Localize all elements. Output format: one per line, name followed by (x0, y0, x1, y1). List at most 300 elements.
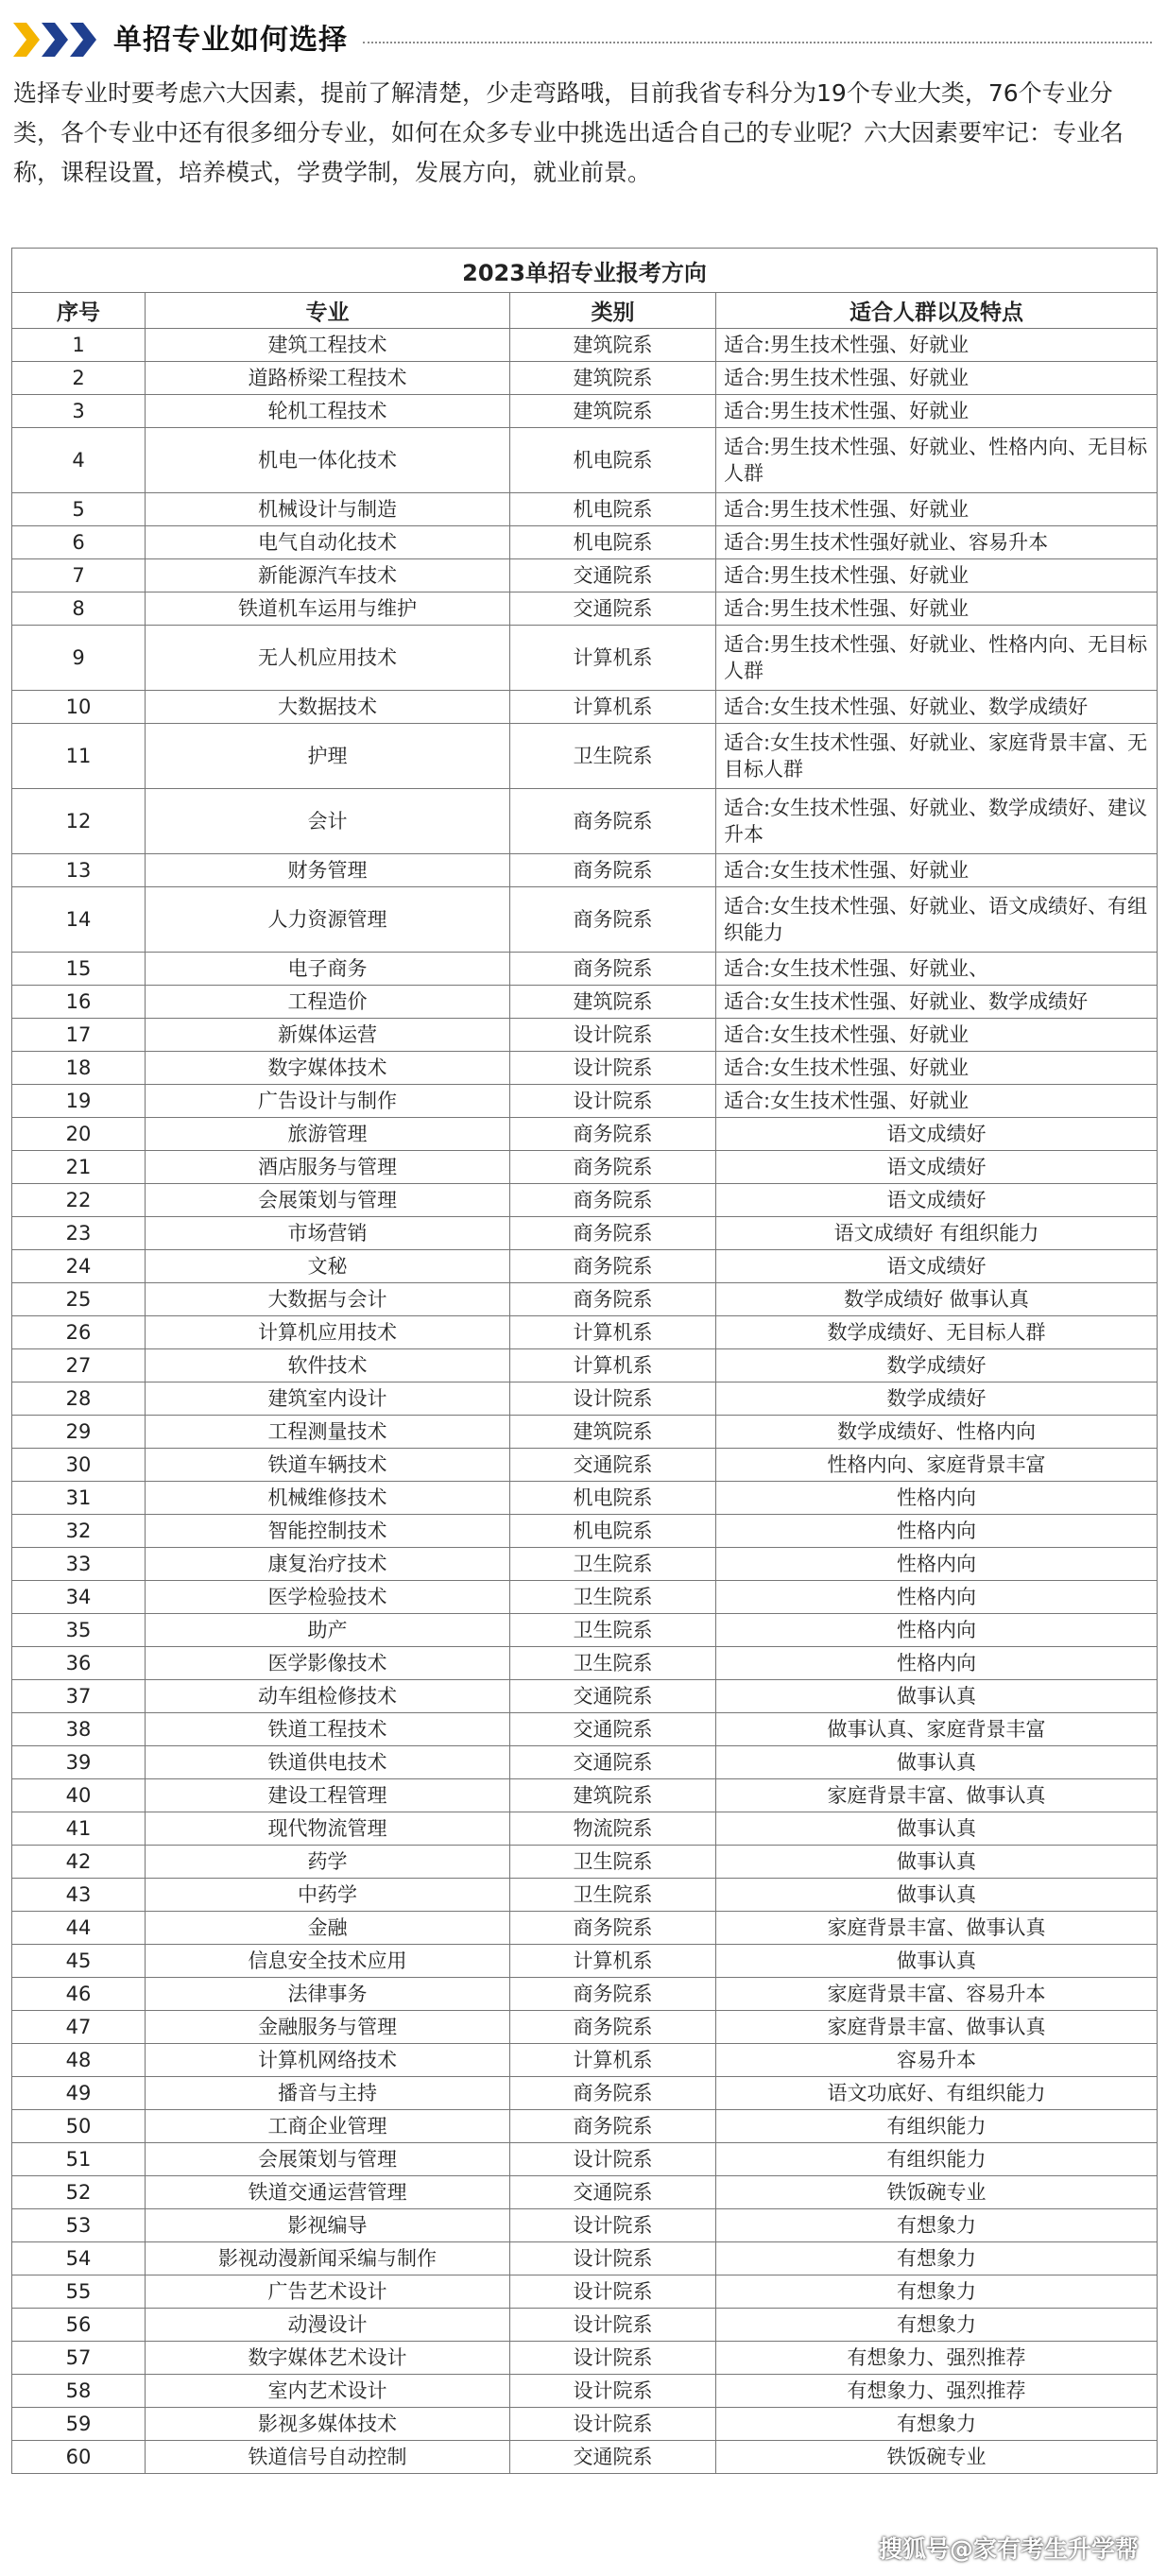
table-row (12, 2441, 1158, 2474)
table-row (12, 2110, 1158, 2143)
cell-features: 适合:男生技术性强、好就业 (716, 592, 1158, 626)
table-row (12, 887, 1158, 953)
table-row (12, 1713, 1158, 1746)
major-table (11, 248, 1158, 2474)
table-row (12, 2209, 1158, 2242)
cell-major: 动车组检修技术 (146, 1680, 510, 1713)
cell-features: 性格内向 (716, 1515, 1158, 1548)
cell-number: 12 (12, 789, 146, 854)
cell-number: 26 (12, 1316, 146, 1349)
cell-major: 金融服务与管理 (146, 2011, 510, 2044)
cell-features: 容易升本 (716, 2044, 1158, 2077)
cell-major: 酒店服务与管理 (146, 1151, 510, 1184)
cell-features: 性格内向 (716, 1581, 1158, 1614)
table-row (12, 2375, 1158, 2408)
cell-category: 商务院系 (510, 2110, 716, 2143)
cell-category: 设计院系 (510, 2242, 716, 2275)
cell-features: 做事认真 (716, 1945, 1158, 1978)
cell-features: 适合:男生技术性强、好就业 (716, 559, 1158, 592)
cell-features: 数学成绩好 (716, 1349, 1158, 1382)
cell-features: 性格内向 (716, 1548, 1158, 1581)
cell-number: 10 (12, 691, 146, 724)
table-row (12, 789, 1158, 854)
cell-number: 34 (12, 1581, 146, 1614)
cell-number: 33 (12, 1548, 146, 1581)
cell-category: 计算机系 (510, 2044, 716, 2077)
cell-major: 大数据技术 (146, 691, 510, 724)
table-row (12, 691, 1158, 724)
cell-major: 信息安全技术应用 (146, 1945, 510, 1978)
cell-major: 大数据与会计 (146, 1283, 510, 1316)
cell-category: 设计院系 (510, 2309, 716, 2342)
table-row (12, 2309, 1158, 2342)
table-row (12, 2044, 1158, 2077)
table-row (12, 1250, 1158, 1283)
cell-category: 设计院系 (510, 1019, 716, 1052)
cell-major: 法律事务 (146, 1978, 510, 2011)
cell-number: 32 (12, 1515, 146, 1548)
table-row (12, 2275, 1158, 2309)
cell-number: 45 (12, 1945, 146, 1978)
cell-number: 27 (12, 1349, 146, 1382)
cell-features: 适合:男生技术性强、好就业、性格内向、无目标人群 (716, 428, 1158, 493)
cell-features: 适合:男生技术性强、好就业、性格内向、无目标人群 (716, 626, 1158, 691)
cell-features: 适合:男生技术性强、好就业 (716, 493, 1158, 526)
cell-number: 28 (12, 1382, 146, 1416)
cell-category: 建筑院系 (510, 1779, 716, 1812)
cell-major: 软件技术 (146, 1349, 510, 1382)
cell-number: 41 (12, 1812, 146, 1846)
cell-category: 设计院系 (510, 1382, 716, 1416)
cell-features: 有想象力 (716, 2242, 1158, 2275)
cell-major: 新能源汽车技术 (146, 559, 510, 592)
cell-major: 新媒体运营 (146, 1019, 510, 1052)
table-row (12, 2408, 1158, 2441)
cell-features: 有想象力 (716, 2408, 1158, 2441)
table-row (12, 428, 1158, 493)
cell-category: 交通院系 (510, 1449, 716, 1482)
cell-number: 40 (12, 1779, 146, 1812)
cell-major: 机械维修技术 (146, 1482, 510, 1515)
table-row (12, 1349, 1158, 1382)
cell-features: 语文成绩好 (716, 1151, 1158, 1184)
table-row (12, 724, 1158, 789)
cell-category: 商务院系 (510, 1151, 716, 1184)
cell-category: 建筑院系 (510, 329, 716, 362)
table-row (12, 1515, 1158, 1548)
table-row (12, 854, 1158, 887)
cell-features: 适合:男生技术性强好就业、容易升本 (716, 526, 1158, 559)
table-row (12, 559, 1158, 592)
cell-category: 建筑院系 (510, 1416, 716, 1449)
cell-features: 语文成绩好 (716, 1250, 1158, 1283)
cell-features: 语文成绩好 (716, 1118, 1158, 1151)
cell-number: 24 (12, 1250, 146, 1283)
cell-number: 17 (12, 1019, 146, 1052)
table-row (12, 493, 1158, 526)
cell-category: 设计院系 (510, 2342, 716, 2375)
cell-number: 16 (12, 986, 146, 1019)
cell-major: 计算机网络技术 (146, 2044, 510, 2077)
table-row (12, 1482, 1158, 1515)
cell-number: 4 (12, 428, 146, 493)
cell-features: 适合:女生技术性强、好就业 (716, 854, 1158, 887)
cell-features: 数学成绩好、性格内向 (716, 1416, 1158, 1449)
cell-features: 有想象力 (716, 2209, 1158, 2242)
cell-features: 适合:女生技术性强、好就业 (716, 1019, 1158, 1052)
cell-features: 适合:男生技术性强、好就业 (716, 362, 1158, 395)
cell-category: 卫生院系 (510, 1647, 716, 1680)
cell-category: 商务院系 (510, 854, 716, 887)
cell-number: 1 (12, 329, 146, 362)
cell-number: 11 (12, 724, 146, 789)
cell-features: 语文成绩好 (716, 1184, 1158, 1217)
table-body (12, 329, 1158, 2474)
cell-major: 广告艺术设计 (146, 2275, 510, 2309)
cell-major: 现代物流管理 (146, 1812, 510, 1846)
cell-number: 2 (12, 362, 146, 395)
table-row (12, 1581, 1158, 1614)
cell-category: 卫生院系 (510, 1879, 716, 1912)
cell-major: 铁道机车运用与维护 (146, 592, 510, 626)
cell-number: 37 (12, 1680, 146, 1713)
cell-major: 护理 (146, 724, 510, 789)
table-row (12, 1019, 1158, 1052)
cell-major: 工程测量技术 (146, 1416, 510, 1449)
table-row (12, 1812, 1158, 1846)
table-row (12, 1779, 1158, 1812)
column-header-category: 类别 (510, 293, 716, 329)
cell-number: 50 (12, 2110, 146, 2143)
cell-category: 设计院系 (510, 2408, 716, 2441)
cell-number: 52 (12, 2176, 146, 2209)
cell-number: 55 (12, 2275, 146, 2309)
table-row (12, 2077, 1158, 2110)
cell-major: 机电一体化技术 (146, 428, 510, 493)
cell-features: 有想象力、强烈推荐 (716, 2342, 1158, 2375)
cell-category: 卫生院系 (510, 1846, 716, 1879)
cell-category: 商务院系 (510, 2077, 716, 2110)
cell-features: 性格内向 (716, 1647, 1158, 1680)
cell-features: 适合:男生技术性强、好就业 (716, 395, 1158, 428)
cell-major: 道路桥梁工程技术 (146, 362, 510, 395)
table-row (12, 1283, 1158, 1316)
cell-features: 数学成绩好 做事认真 (716, 1283, 1158, 1316)
cell-major: 智能控制技术 (146, 1515, 510, 1548)
table-row (12, 592, 1158, 626)
cell-features: 做事认真 (716, 1879, 1158, 1912)
cell-category: 卫生院系 (510, 1614, 716, 1647)
cell-number: 59 (12, 2408, 146, 2441)
cell-features: 适合:女生技术性强、好就业、数学成绩好 (716, 691, 1158, 724)
cell-number: 42 (12, 1846, 146, 1879)
cell-category: 交通院系 (510, 1713, 716, 1746)
table-row (12, 362, 1158, 395)
cell-category: 物流院系 (510, 1812, 716, 1846)
cell-number: 39 (12, 1746, 146, 1779)
cell-number: 14 (12, 887, 146, 953)
table-row (12, 1316, 1158, 1349)
cell-number: 23 (12, 1217, 146, 1250)
cell-category: 计算机系 (510, 691, 716, 724)
intro-paragraph: 选择专业时要考虑六大因素，提前了解清楚，少走弯路哦，目前我省专科分为19个专业大类，76个专业分类，各个专业中还有很多细分专业，如何在众多专业中挑选出适合自己的专业呢？六大因素要牢记：专业名称，课程设置，培养模式，学费学制，发展方向，就业前景。 (13, 79, 1124, 186)
table-row (12, 395, 1158, 428)
table-row (12, 1548, 1158, 1581)
cell-category: 设计院系 (510, 2143, 716, 2176)
cell-number: 46 (12, 1978, 146, 2011)
cell-features: 有想象力 (716, 2275, 1158, 2309)
table-row (12, 526, 1158, 559)
cell-number: 58 (12, 2375, 146, 2408)
cell-features: 数学成绩好 (716, 1382, 1158, 1416)
cell-major: 药学 (146, 1846, 510, 1879)
cell-category: 商务院系 (510, 1184, 716, 1217)
dotted-divider (363, 42, 1152, 43)
cell-major: 助产 (146, 1614, 510, 1647)
table-row (12, 1382, 1158, 1416)
cell-category: 建筑院系 (510, 362, 716, 395)
cell-features: 有想象力、强烈推荐 (716, 2375, 1158, 2408)
cell-number: 60 (12, 2441, 146, 2474)
table-row (12, 1945, 1158, 1978)
table-row (12, 2242, 1158, 2275)
cell-category: 机电院系 (510, 1515, 716, 1548)
cell-features: 有组织能力 (716, 2110, 1158, 2143)
cell-major: 会展策划与管理 (146, 2143, 510, 2176)
cell-features: 数学成绩好、无目标人群 (716, 1316, 1158, 1349)
cell-category: 商务院系 (510, 1912, 716, 1945)
cell-number: 8 (12, 592, 146, 626)
cell-major: 无人机应用技术 (146, 626, 510, 691)
cell-major: 建筑室内设计 (146, 1382, 510, 1416)
cell-number: 25 (12, 1283, 146, 1316)
cell-features: 语文成绩好 有组织能力 (716, 1217, 1158, 1250)
cell-features: 家庭背景丰富、做事认真 (716, 1779, 1158, 1812)
cell-category: 设计院系 (510, 2375, 716, 2408)
table-row (12, 1978, 1158, 2011)
cell-major: 中药学 (146, 1879, 510, 1912)
cell-major: 电气自动化技术 (146, 526, 510, 559)
cell-number: 15 (12, 953, 146, 986)
table-row (12, 2176, 1158, 2209)
cell-features: 家庭背景丰富、做事认真 (716, 1912, 1158, 1945)
cell-features: 做事认真 (716, 1680, 1158, 1713)
table-row (12, 986, 1158, 1019)
cell-number: 54 (12, 2242, 146, 2275)
section-title: 单招专业如何选择 (113, 24, 348, 57)
table-row (12, 1846, 1158, 1879)
cell-major: 旅游管理 (146, 1118, 510, 1151)
cell-major: 会计 (146, 789, 510, 854)
cell-category: 设计院系 (510, 2275, 716, 2309)
table-row (12, 2342, 1158, 2375)
cell-major: 金融 (146, 1912, 510, 1945)
cell-features: 有组织能力 (716, 2143, 1158, 2176)
table-row (12, 2143, 1158, 2176)
cell-features: 性格内向 (716, 1614, 1158, 1647)
cell-category: 商务院系 (510, 1118, 716, 1151)
cell-features: 适合:男生技术性强、好就业 (716, 329, 1158, 362)
cell-features: 适合:女生技术性强、好就业、家庭背景丰富、无目标人群 (716, 724, 1158, 789)
cell-number: 21 (12, 1151, 146, 1184)
cell-major: 室内艺术设计 (146, 2375, 510, 2408)
cell-features: 家庭背景丰富、容易升本 (716, 1978, 1158, 2011)
cell-major: 康复治疗技术 (146, 1548, 510, 1581)
cell-number: 7 (12, 559, 146, 592)
cell-number: 47 (12, 2011, 146, 2044)
cell-number: 20 (12, 1118, 146, 1151)
cell-major: 数字媒体艺术设计 (146, 2342, 510, 2375)
table-row (12, 1184, 1158, 1217)
cell-category: 交通院系 (510, 2176, 716, 2209)
cell-major: 动漫设计 (146, 2309, 510, 2342)
cell-number: 56 (12, 2309, 146, 2342)
cell-number: 18 (12, 1052, 146, 1085)
cell-major: 铁道车辆技术 (146, 1449, 510, 1482)
cell-major: 建设工程管理 (146, 1779, 510, 1812)
cell-category: 商务院系 (510, 953, 716, 986)
cell-major: 文秘 (146, 1250, 510, 1283)
cell-major: 铁道供电技术 (146, 1746, 510, 1779)
cell-category: 卫生院系 (510, 724, 716, 789)
cell-features: 有想象力 (716, 2309, 1158, 2342)
cell-number: 13 (12, 854, 146, 887)
cell-number: 5 (12, 493, 146, 526)
cell-major: 影视动漫新闻采编与制作 (146, 2242, 510, 2275)
cell-features: 适合:女生技术性强、好就业、数学成绩好、建议升本 (716, 789, 1158, 854)
table-row (12, 626, 1158, 691)
cell-category: 计算机系 (510, 626, 716, 691)
cell-category: 设计院系 (510, 1052, 716, 1085)
cell-major: 影视多媒体技术 (146, 2408, 510, 2441)
cell-category: 建筑院系 (510, 395, 716, 428)
cell-number: 38 (12, 1713, 146, 1746)
table-row (12, 1746, 1158, 1779)
cell-category: 计算机系 (510, 1349, 716, 1382)
major-table-container (11, 248, 1157, 2474)
cell-category: 交通院系 (510, 1680, 716, 1713)
cell-category: 设计院系 (510, 1085, 716, 1118)
cell-category: 机电院系 (510, 493, 716, 526)
cell-number: 35 (12, 1614, 146, 1647)
cell-features: 做事认真 (716, 1746, 1158, 1779)
cell-major: 工商企业管理 (146, 2110, 510, 2143)
cell-major: 影视编导 (146, 2209, 510, 2242)
table-row (12, 1912, 1158, 1945)
cell-features: 家庭背景丰富、做事认真 (716, 2011, 1158, 2044)
cell-category: 卫生院系 (510, 1581, 716, 1614)
cell-features: 做事认真、家庭背景丰富 (716, 1713, 1158, 1746)
cell-features: 适合:女生技术性强、好就业 (716, 1052, 1158, 1085)
cell-major: 建筑工程技术 (146, 329, 510, 362)
section-header (13, 17, 1152, 64)
cell-features: 适合:女生技术性强、好就业、语文成绩好、有组织能力 (716, 887, 1158, 953)
cell-category: 交通院系 (510, 2441, 716, 2474)
cell-major: 机械设计与制造 (146, 493, 510, 526)
cell-major: 播音与主持 (146, 2077, 510, 2110)
cell-major: 铁道信号自动控制 (146, 2441, 510, 2474)
cell-major: 轮机工程技术 (146, 395, 510, 428)
cell-features: 性格内向、家庭背景丰富 (716, 1449, 1158, 1482)
table-row (12, 329, 1158, 362)
table-row (12, 1085, 1158, 1118)
cell-features: 铁饭碗专业 (716, 2441, 1158, 2474)
cell-number: 6 (12, 526, 146, 559)
cell-major: 人力资源管理 (146, 887, 510, 953)
table-row (12, 2011, 1158, 2044)
cell-number: 3 (12, 395, 146, 428)
table-row (12, 1151, 1158, 1184)
cell-category: 卫生院系 (510, 1548, 716, 1581)
cell-major: 计算机应用技术 (146, 1316, 510, 1349)
table-row (12, 1052, 1158, 1085)
cell-features: 适合:女生技术性强、好就业、数学成绩好 (716, 986, 1158, 1019)
cell-major: 财务管理 (146, 854, 510, 887)
cell-number: 48 (12, 2044, 146, 2077)
cell-category: 机电院系 (510, 1482, 716, 1515)
cell-number: 49 (12, 2077, 146, 2110)
cell-major: 工程造价 (146, 986, 510, 1019)
cell-features: 铁饭碗专业 (716, 2176, 1158, 2209)
table-row (12, 1416, 1158, 1449)
table-row (12, 953, 1158, 986)
cell-features: 适合:女生技术性强、好就业 (716, 1085, 1158, 1118)
cell-number: 53 (12, 2209, 146, 2242)
cell-category: 商务院系 (510, 1978, 716, 2011)
cell-category: 商务院系 (510, 2011, 716, 2044)
cell-category: 机电院系 (510, 428, 716, 493)
cell-category: 计算机系 (510, 1316, 716, 1349)
cell-number: 43 (12, 1879, 146, 1912)
cell-category: 商务院系 (510, 1250, 716, 1283)
cell-major: 医学影像技术 (146, 1647, 510, 1680)
cell-number: 30 (12, 1449, 146, 1482)
table-row (12, 1449, 1158, 1482)
table-caption: 2023单招专业报考方向 (12, 249, 1158, 293)
table-row (12, 1680, 1158, 1713)
column-header-number: 序号 (12, 293, 146, 329)
column-header-features: 适合人群以及特点 (716, 293, 1158, 329)
cell-category: 交通院系 (510, 1746, 716, 1779)
cell-major: 铁道工程技术 (146, 1713, 510, 1746)
cell-major: 铁道交通运营管理 (146, 2176, 510, 2209)
cell-number: 57 (12, 2342, 146, 2375)
cell-category: 交通院系 (510, 592, 716, 626)
cell-category: 商务院系 (510, 1283, 716, 1316)
cell-number: 51 (12, 2143, 146, 2176)
chevron-arrows-icon (13, 23, 104, 57)
watermark-text: 搜狐号@家有考生升学帮 (878, 2535, 1139, 2563)
cell-features: 语文功底好、有组织能力 (716, 2077, 1158, 2110)
table-row (12, 1614, 1158, 1647)
cell-category: 商务院系 (510, 1217, 716, 1250)
cell-category: 商务院系 (510, 887, 716, 953)
cell-number: 31 (12, 1482, 146, 1515)
cell-major: 广告设计与制作 (146, 1085, 510, 1118)
cell-category: 计算机系 (510, 1945, 716, 1978)
cell-features: 性格内向 (716, 1482, 1158, 1515)
cell-major: 会展策划与管理 (146, 1184, 510, 1217)
table-row (12, 1879, 1158, 1912)
cell-major: 数字媒体技术 (146, 1052, 510, 1085)
cell-number: 29 (12, 1416, 146, 1449)
cell-category: 交通院系 (510, 559, 716, 592)
cell-features: 做事认真 (716, 1846, 1158, 1879)
cell-major: 电子商务 (146, 953, 510, 986)
cell-major: 市场营销 (146, 1217, 510, 1250)
cell-category: 机电院系 (510, 526, 716, 559)
cell-number: 44 (12, 1912, 146, 1945)
